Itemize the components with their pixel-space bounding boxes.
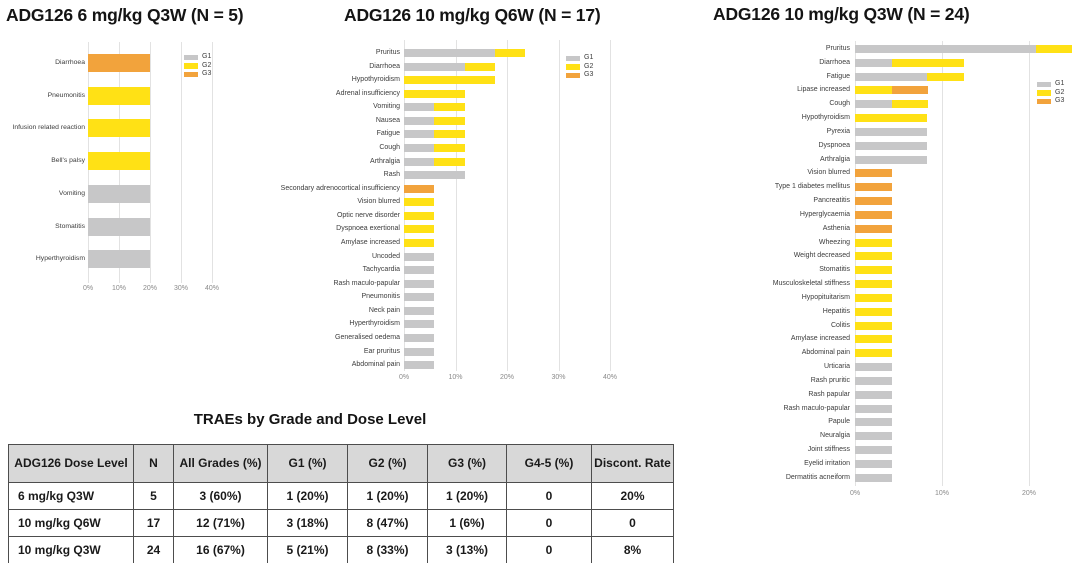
- category-label: Stomatitis: [55, 222, 85, 230]
- category-label: Vomiting: [373, 103, 400, 111]
- bar-segment-g2: [1036, 45, 1073, 53]
- category-label: Neuralgia: [820, 432, 850, 440]
- category-label: Ear pruritus: [363, 347, 400, 355]
- category-label: Papule: [828, 418, 850, 426]
- category-label: Vomiting: [58, 189, 85, 197]
- bar-segment-g3: [855, 169, 892, 177]
- category-label: Hyperthyroidism: [35, 255, 85, 263]
- legend-label: G3: [584, 71, 594, 79]
- legend-label: G2: [202, 61, 212, 69]
- bar-segment-g2: [855, 349, 892, 357]
- x-tick-label: 20%: [142, 285, 157, 292]
- bar-segment-g2: [927, 73, 964, 81]
- category-label: Arthralgia: [370, 157, 400, 165]
- bar-segment-g1: [855, 474, 892, 482]
- category-label: Abdominal pain: [801, 349, 850, 357]
- table-cell: 3 (60%): [174, 483, 268, 510]
- bar-segment-g1: [855, 460, 892, 468]
- table-cell: 3 (13%): [428, 537, 507, 563]
- column-header: ADG126 Dose Level: [9, 445, 134, 483]
- category-label: Pruritus: [375, 49, 400, 56]
- category-label: Urticaria: [823, 363, 850, 371]
- category-label: Generalised oedema: [335, 333, 400, 341]
- legend-label: G2: [584, 62, 594, 70]
- bar-segment-g1: [855, 446, 892, 454]
- category-label: Rash pruritic: [810, 376, 850, 384]
- table-title: TRAEs by Grade and Dose Level: [193, 411, 427, 428]
- bar-segment-g1: [855, 156, 927, 164]
- column-header: G3 (%): [428, 445, 507, 483]
- bar-segment-g2: [855, 308, 892, 316]
- table-cell: 1 (6%): [428, 510, 507, 537]
- category-label: Adrenal insufficiency: [335, 89, 400, 97]
- x-tick-label: 10%: [111, 285, 126, 292]
- column-header: N: [134, 445, 174, 483]
- bar-segment-g1: [855, 142, 927, 150]
- legend-label: G2: [1055, 88, 1065, 96]
- category-label: Weight decreased: [793, 252, 850, 260]
- category-label: Pancreatitis: [813, 197, 850, 205]
- category-label: Asthenia: [822, 224, 850, 232]
- table-cell: 1 (20%): [348, 483, 428, 510]
- bar-segment-g1: [855, 59, 892, 67]
- x-tick-label: 40%: [602, 374, 617, 381]
- category-label: Tachycardia: [362, 266, 400, 274]
- category-label: Cough: [379, 143, 400, 151]
- table-cell: 20%: [592, 483, 674, 510]
- bar-segment-g2: [855, 294, 892, 302]
- bar-segment-g1: [855, 432, 892, 440]
- category-label: Type 1 diabetes mellitus: [774, 183, 850, 191]
- legend-item: [1037, 89, 1064, 98]
- category-label: Rash maculo-papular: [783, 404, 850, 412]
- legend-label: G1: [1055, 80, 1065, 88]
- category-label: Arthralgia: [820, 155, 850, 163]
- bar-segment-g1: [855, 45, 1036, 53]
- table-row: [9, 510, 674, 537]
- category-label: Hypothyroidism: [351, 76, 400, 84]
- table-cell: 16 (67%): [174, 537, 268, 563]
- table-cell: 17: [134, 510, 174, 537]
- category-label: Amylase increased: [790, 335, 850, 343]
- bar-segment-g1: [855, 405, 892, 413]
- column-header: G4-5 (%): [507, 445, 592, 483]
- category-label: Wheezing: [818, 238, 850, 246]
- category-label: Lipase increased: [797, 86, 850, 94]
- legend: [1037, 80, 1064, 106]
- legend-label: G1: [202, 53, 212, 61]
- category-label: Joint stiffness: [807, 446, 850, 454]
- table-cell: 10 mg/kg Q3W: [9, 537, 134, 563]
- x-tick-label: 20%: [1021, 490, 1036, 497]
- table-cell: 5: [134, 483, 174, 510]
- category-label: Neck pain: [368, 306, 400, 314]
- category-label: Bell's palsy: [51, 157, 85, 165]
- bar-segment-g1: [855, 377, 892, 385]
- category-label: Rash papular: [808, 390, 850, 398]
- table-cell: 1 (20%): [428, 483, 507, 510]
- legend-label: G3: [202, 70, 212, 78]
- table-cell: 8 (47%): [348, 510, 428, 537]
- category-label: Hyperglycaemia: [799, 210, 850, 218]
- category-label: Vision blurred: [357, 198, 400, 206]
- bar-segment-g1: [855, 100, 892, 108]
- category-label: Cough: [829, 100, 850, 108]
- category-label: Hypopituitarism: [801, 293, 850, 301]
- category-label: Dermatitis acneiform: [785, 473, 850, 481]
- table-cell: 8 (33%): [348, 537, 428, 563]
- category-label: Dyspnoea: [818, 141, 850, 149]
- bar-segment-g2: [855, 114, 927, 122]
- gridline: [942, 41, 943, 486]
- table-cell: 0: [507, 510, 592, 537]
- g1-legend-swatch: [1037, 82, 1051, 88]
- category-label: Musculoskeletal stiffness: [772, 280, 850, 288]
- category-label: Hyperthyroidism: [349, 320, 400, 328]
- category-label: Pneumonitis: [361, 293, 400, 301]
- chart2-title: ADG126 10 mg/kg Q6W (N = 17): [344, 5, 601, 25]
- category-label: Diarrhoea: [55, 59, 85, 66]
- table-cell: 24: [134, 537, 174, 563]
- bar-segment-g1: [855, 128, 927, 136]
- category-label: Pruritus: [825, 45, 850, 52]
- category-label: Fatigue: [826, 72, 850, 80]
- chart1-title: ADG126 6 mg/kg Q3W (N = 5): [6, 5, 244, 25]
- table-cell: 5 (21%): [268, 537, 348, 563]
- category-label: Nausea: [375, 116, 400, 124]
- x-tick-label: 10%: [448, 374, 463, 381]
- bar-segment-g1: [855, 363, 892, 371]
- x-tick-label: 20%: [499, 374, 514, 381]
- category-label: Vision blurred: [807, 169, 850, 177]
- gridline: [1029, 41, 1030, 486]
- column-header: G1 (%): [268, 445, 348, 483]
- bar-segment-g2: [855, 335, 892, 343]
- category-label: Pneumonitis: [47, 91, 85, 99]
- category-label: Abdominal pain: [351, 361, 400, 369]
- table-cell: 12 (71%): [174, 510, 268, 537]
- bar-segment-g2: [855, 252, 892, 260]
- bar-segment-g3: [855, 197, 892, 205]
- bar-segment-g2: [855, 239, 892, 247]
- g3-legend-swatch: [1037, 99, 1051, 105]
- table-row: [9, 537, 674, 563]
- table-row: [9, 483, 674, 510]
- table-header-row: [9, 445, 674, 483]
- x-tick-label: 0%: [82, 285, 94, 292]
- category-label: Hepatitis: [822, 307, 850, 315]
- category-label: Eyelid irritation: [804, 459, 850, 467]
- category-label: Rash maculo-papular: [333, 279, 400, 287]
- category-label: Colitis: [830, 321, 850, 329]
- x-tick-label: 10%: [934, 490, 949, 497]
- bar-segment-g2: [892, 100, 929, 108]
- x-tick-label: 40%: [204, 285, 219, 292]
- bar-segment-g1: [855, 391, 892, 399]
- bar-segment-g1: [855, 418, 892, 426]
- table-cell: 6 mg/kg Q3W: [9, 483, 134, 510]
- bar-segment-g2: [855, 266, 892, 274]
- column-header: All Grades (%): [174, 445, 268, 483]
- table-cell: 3 (18%): [268, 510, 348, 537]
- category-label: Dyspnoea exertional: [336, 225, 400, 233]
- table-cell: 1 (20%): [268, 483, 348, 510]
- bar-segment-g3: [855, 183, 892, 191]
- bar-segment-g2: [855, 280, 892, 288]
- x-tick-label: 30%: [173, 285, 188, 292]
- legend-item: [1037, 80, 1064, 89]
- category-label: Hypothyroidism: [801, 114, 850, 122]
- table-cell: 0: [592, 510, 674, 537]
- category-label: Fatigue: [376, 130, 400, 138]
- category-label: Stomatitis: [819, 266, 850, 274]
- bar-segment-g3: [855, 211, 892, 219]
- legend-label: G3: [1055, 97, 1065, 105]
- table-cell: 0: [507, 537, 592, 563]
- bar-segment-g1: [855, 73, 927, 81]
- column-header: G2 (%): [348, 445, 428, 483]
- legend-label: G1: [584, 54, 594, 62]
- bar-segment-g2: [892, 59, 964, 67]
- bar-segment-g2: [855, 86, 892, 94]
- traes-table: [8, 444, 674, 563]
- category-label: Uncoded: [371, 252, 400, 260]
- x-tick-label: 0%: [849, 490, 861, 497]
- x-tick-label: 0%: [398, 374, 410, 381]
- legend-item: [1037, 97, 1064, 106]
- table-cell: 0: [507, 483, 592, 510]
- table-cell: 8%: [592, 537, 674, 563]
- category-label: Secondary adrenocortical insufficiency: [280, 184, 400, 192]
- category-label: Infusion related reaction: [12, 124, 85, 132]
- table-cell: 10 mg/kg Q6W: [9, 510, 134, 537]
- column-header: Discont. Rate: [592, 445, 674, 483]
- chart3-title: ADG126 10 mg/kg Q3W (N = 24): [713, 4, 970, 24]
- category-label: Optic nerve disorder: [336, 211, 400, 219]
- bar-segment-g3: [892, 86, 929, 94]
- bar-segment-g2: [855, 322, 892, 330]
- bar-segment-g3: [855, 225, 892, 233]
- category-label: Amylase increased: [340, 238, 400, 246]
- x-tick-label: 30%: [551, 374, 566, 381]
- category-label: Pyrexia: [826, 127, 850, 135]
- category-label: Rash: [383, 171, 400, 179]
- g2-legend-swatch: [1037, 90, 1051, 96]
- category-label: Diarrhoea: [819, 58, 850, 66]
- category-label: Diarrhoea: [369, 62, 400, 70]
